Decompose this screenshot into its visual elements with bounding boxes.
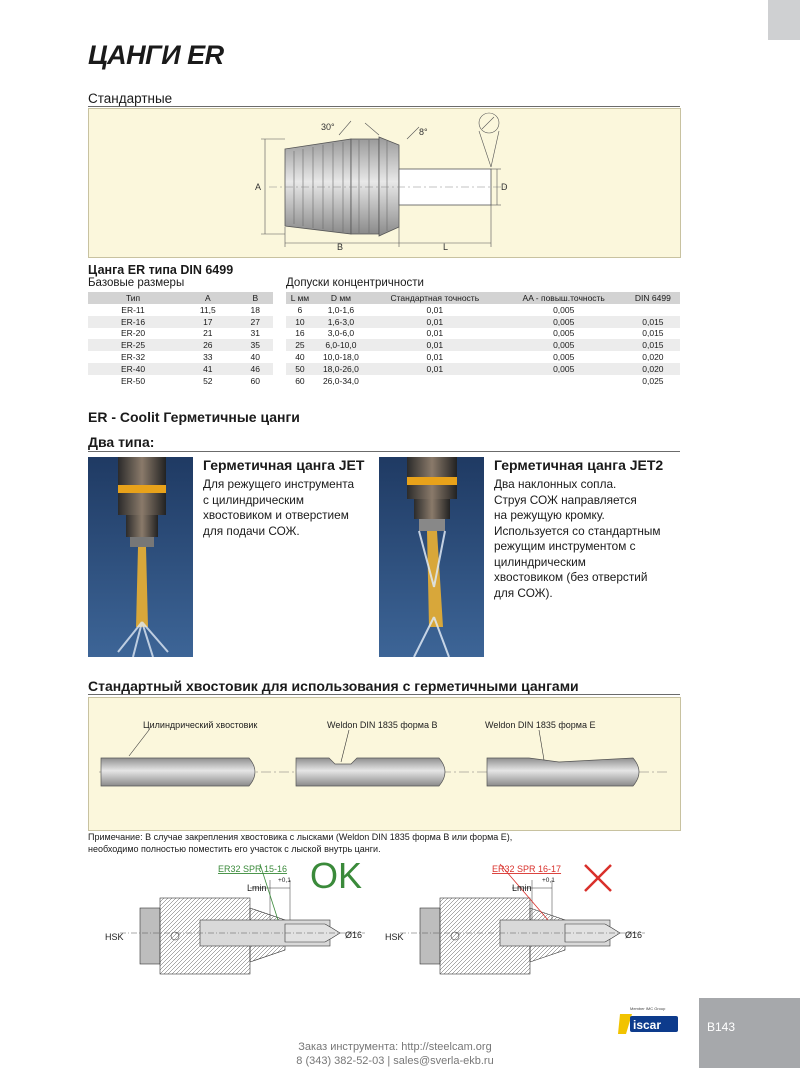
table-cell: 0,01 bbox=[426, 328, 444, 339]
table-cell: 16 bbox=[295, 328, 305, 339]
angle-30-label: 30° bbox=[321, 122, 335, 132]
table-cell: 6 bbox=[297, 304, 303, 315]
table-cell: 0,025 bbox=[642, 375, 664, 386]
angle-8-label: 8° bbox=[419, 127, 428, 137]
shank-drawing bbox=[89, 698, 680, 830]
dim-a-label: A bbox=[255, 182, 262, 192]
jet2-title: Герметичная цанга JET2 bbox=[494, 457, 664, 473]
table-row bbox=[88, 363, 273, 375]
table-cell: 0,005 bbox=[553, 328, 575, 339]
table-cell: 0,005 bbox=[553, 352, 575, 363]
bad-tolerance: +0,1 bbox=[542, 877, 555, 884]
table-row bbox=[286, 304, 680, 316]
table-cell: 40 bbox=[250, 352, 261, 363]
jet-line: Для режущего инструмента bbox=[203, 477, 355, 491]
jet2-photo bbox=[379, 457, 484, 657]
jet2-line: режущим инструментом с bbox=[494, 539, 636, 553]
coolit-subheading: Два типа: bbox=[88, 434, 155, 450]
table-cell: 1,0-1,6 bbox=[327, 304, 355, 315]
shank-note bbox=[88, 831, 688, 855]
right-header-cell: DIN 6499 bbox=[626, 292, 680, 304]
table-row bbox=[286, 351, 680, 363]
shank-label-weldon-b: Weldon DIN 1835 форма B bbox=[327, 720, 438, 730]
iscar-logo bbox=[618, 1004, 680, 1036]
jet2-line: Струя СОЖ направляется bbox=[494, 492, 637, 507]
bad-assembly-drawing bbox=[380, 858, 670, 978]
base-dimensions-table bbox=[88, 292, 273, 387]
table-cell: 0,005 bbox=[553, 304, 575, 315]
jet2-line: цилиндрическим bbox=[494, 554, 586, 569]
logo-member-text: Member IMC Group bbox=[630, 1006, 666, 1011]
table-cell: 17 bbox=[178, 316, 238, 328]
table-cell: 11,5 bbox=[199, 304, 216, 315]
table-cell: 0,005 bbox=[502, 339, 626, 351]
dim-b-label: B bbox=[337, 242, 344, 252]
shank-label-cylindrical: Цилиндрический хвостовик bbox=[143, 720, 258, 730]
table-cell: 40 bbox=[295, 352, 305, 363]
divider bbox=[88, 694, 680, 695]
table-cell: 0,01 bbox=[426, 352, 444, 363]
divider bbox=[88, 106, 680, 107]
table-cell: 0,015 bbox=[626, 339, 680, 351]
jet-description bbox=[203, 477, 373, 539]
table-cell: 52 bbox=[203, 375, 213, 386]
jet-line: с цилиндрическим bbox=[203, 492, 305, 507]
table-row bbox=[286, 363, 680, 375]
ok-lmin-label: Lmin bbox=[247, 883, 267, 893]
table-cell: ER-25 bbox=[88, 339, 178, 351]
table-row bbox=[88, 328, 273, 340]
corner-tab bbox=[768, 0, 800, 40]
footer-order-line[interactable]: Заказ инструмента: http://steelcam.org bbox=[298, 1041, 492, 1053]
table-cell: 27 bbox=[238, 316, 273, 328]
footer bbox=[230, 1040, 560, 1068]
table-cell: 1,6-3,0 bbox=[314, 316, 368, 328]
jet2-line: Используется со стандартным bbox=[494, 523, 661, 538]
concentricity-table bbox=[286, 292, 680, 387]
standard-heading: Стандартные bbox=[88, 91, 173, 106]
table-row bbox=[88, 351, 273, 363]
bad-hsk-label: HSK bbox=[385, 932, 404, 942]
table-row bbox=[88, 375, 273, 387]
table-cell: ER-40 bbox=[88, 363, 178, 375]
table-cell: 0,01 bbox=[368, 339, 502, 351]
table-cell: 33 bbox=[203, 352, 213, 363]
table-cell: 0,01 bbox=[426, 304, 444, 315]
shank-label-weldon-e: Weldon DIN 1835 форма E bbox=[485, 720, 596, 730]
table-cell: 0,020 bbox=[626, 363, 680, 375]
logo-brand-text: iscar bbox=[633, 1018, 662, 1032]
table-row bbox=[286, 375, 680, 387]
table-cell: 0,01 bbox=[368, 316, 502, 328]
right-header-cell: D мм bbox=[314, 292, 368, 304]
table-cell: 35 bbox=[238, 339, 273, 351]
bad-lmin-label: Lmin bbox=[512, 883, 532, 893]
note-line: необходимо полностью поместить его участок с лыской внутрь цанги. bbox=[88, 844, 381, 854]
table-cell: 25 bbox=[286, 339, 314, 351]
table-row bbox=[286, 316, 680, 328]
table-row bbox=[88, 339, 273, 351]
jet2-line: для СОЖ). bbox=[494, 585, 553, 600]
ok-tolerance: +0,1 bbox=[278, 877, 291, 884]
table-cell: 0,01 bbox=[368, 363, 502, 375]
table-cell: ER-50 bbox=[120, 375, 146, 386]
shank-heading: Стандартный хвостовик для использования с герметичными цангами bbox=[88, 678, 579, 694]
left-table-caption: Базовые размеры bbox=[88, 277, 185, 289]
table-cell: 31 bbox=[250, 328, 261, 339]
ok-hsk-label: HSK bbox=[105, 932, 124, 942]
jet2-collet-image bbox=[379, 457, 484, 657]
dim-l-label: L bbox=[443, 242, 449, 252]
table-cell: 6,0-10,0 bbox=[314, 339, 368, 351]
table-cell: 26 bbox=[178, 339, 238, 351]
table-cell: 60 bbox=[295, 375, 305, 386]
table-cell: ER-16 bbox=[88, 316, 178, 328]
page-number-tab bbox=[699, 998, 800, 1068]
left-header-cell: A bbox=[178, 292, 238, 304]
bad-example bbox=[380, 858, 670, 978]
table-row bbox=[88, 304, 273, 316]
note-line: Примечание: В случае закрепления хвостовика с лысками (Weldon DIN 1835 форма B или форма E), bbox=[88, 832, 513, 842]
table-cell: 50 bbox=[286, 363, 314, 375]
shank-panel bbox=[88, 697, 681, 831]
table-cell: 10,0-18,0 bbox=[322, 352, 359, 363]
jet2-line: Два наклонных сопла. bbox=[494, 477, 617, 491]
table-row bbox=[286, 339, 680, 351]
din-table-title: Цанга ER типа DIN 6499 bbox=[88, 263, 234, 277]
jet-line: хвостовиком и отверстием bbox=[203, 508, 349, 522]
jet2-description bbox=[494, 477, 684, 601]
table-cell: 0,020 bbox=[642, 352, 664, 363]
table-row bbox=[286, 328, 680, 340]
cross-icon bbox=[582, 862, 614, 894]
ok-part-label: ER32 SPR 15-16 bbox=[218, 864, 288, 874]
coolit-heading: ER - Coolit Герметичные цанги bbox=[88, 409, 300, 425]
table-row bbox=[88, 316, 273, 328]
table-cell bbox=[368, 375, 502, 387]
left-header-cell: B bbox=[238, 292, 273, 304]
right-header-cell: L мм bbox=[286, 292, 314, 304]
table-cell: 18,0-26,0 bbox=[314, 363, 368, 375]
table-cell: 0,015 bbox=[626, 316, 680, 328]
right-header-cell: AA - повыш.точность bbox=[502, 292, 626, 304]
table-cell bbox=[626, 304, 680, 316]
iscar-logo-mark bbox=[618, 1004, 680, 1036]
footer-contact-line[interactable]: 8 (343) 382-52-03 | sales@sverla-ekb.ru bbox=[296, 1055, 494, 1067]
table-cell: 60 bbox=[250, 375, 261, 386]
table-cell: 21 bbox=[203, 328, 213, 339]
left-header-cell: Тип bbox=[88, 292, 178, 304]
jet-photo bbox=[88, 457, 193, 657]
table-cell: 18 bbox=[250, 304, 261, 315]
table-cell: 0,005 bbox=[502, 363, 626, 375]
jet-title: Герметичная цанга JET bbox=[203, 457, 365, 473]
table-cell: ER-20 bbox=[120, 328, 146, 339]
bad-diameter-label: Ø16 bbox=[625, 930, 643, 940]
jet2-line: хвостовиком (без отверстий bbox=[494, 570, 648, 584]
right-header-cell: Стандартная точность bbox=[368, 292, 502, 304]
table-cell bbox=[502, 375, 626, 387]
table-cell: ER-32 bbox=[120, 352, 146, 363]
table-cell: ER-11 bbox=[121, 304, 145, 315]
table-cell: 10 bbox=[286, 316, 314, 328]
table-cell: 46 bbox=[238, 363, 273, 375]
table-cell: 0,005 bbox=[502, 316, 626, 328]
jet-collet-image bbox=[88, 457, 193, 657]
divider bbox=[88, 451, 680, 452]
dim-d-label: D bbox=[501, 182, 508, 192]
table-cell: 0,015 bbox=[642, 328, 664, 339]
page-title: ЦАНГИ ER bbox=[88, 40, 224, 70]
bad-part-label: ER32 SPR 16-17 bbox=[492, 864, 562, 874]
right-table-caption: Допуски концентричности bbox=[286, 277, 424, 289]
jet2-line: на режущую кромку. bbox=[494, 508, 605, 522]
jet-line: для подачи СОЖ. bbox=[203, 523, 300, 538]
ok-mark: OK bbox=[310, 855, 363, 896]
page-number: B143 bbox=[707, 1020, 736, 1034]
table-cell: 26,0-34,0 bbox=[322, 375, 359, 386]
collet-drawing bbox=[89, 109, 680, 257]
ok-diameter-label: Ø16 bbox=[345, 930, 363, 940]
collet-drawing-panel bbox=[88, 108, 681, 258]
table-cell: 3,0-6,0 bbox=[327, 328, 355, 339]
table-cell: 41 bbox=[178, 363, 238, 375]
